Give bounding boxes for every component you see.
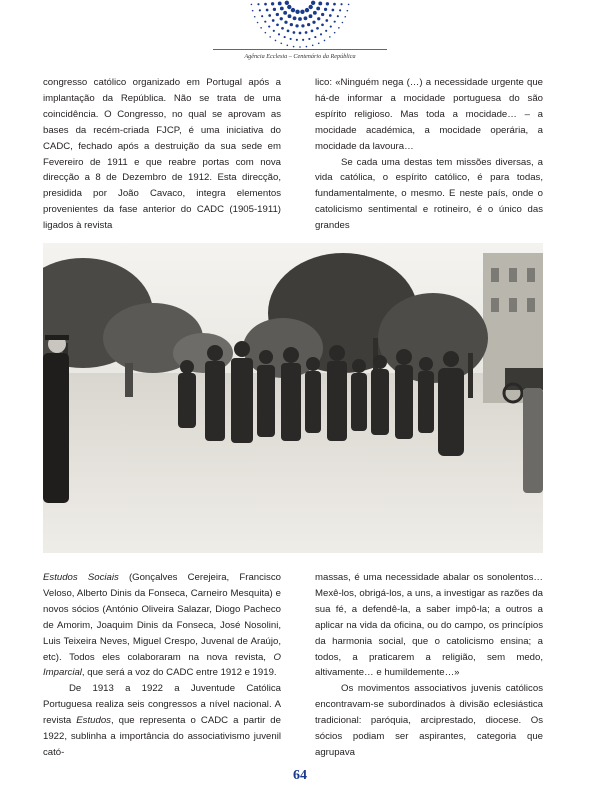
page-number: 64 bbox=[293, 768, 307, 783]
journal-title: Estudos Sociais bbox=[43, 572, 119, 583]
paragraph: Os movimentos associativos juvenis católicos encontravam-se subordinados à divisão eclesiástica tradicional: paróquia, arciprestado, diocese. Os sócios podiam ser aspirantes, categoria que agrupava bbox=[315, 683, 543, 758]
text-column-bottom-right bbox=[315, 570, 543, 761]
journal-title: O Imparcial bbox=[43, 651, 281, 679]
text-column-bottom-left bbox=[43, 570, 281, 761]
journal-title: Estudos bbox=[76, 715, 111, 727]
paragraph: Se cada uma destas tem missões diversas, a vida católica, o espírito católico, é para todas, fundamentalmente, o mesmo. E neste país, onde o catolicismo sentimental e rotineiro, é o único das grandes bbox=[315, 156, 543, 232]
header-rule bbox=[213, 49, 387, 50]
text-column-top-left bbox=[43, 75, 281, 234]
paragraph: congresso católico organizado em Portugal após a implantação da República. Não se trata de uma coincidência. O Congresso, no qual se aprovam as bases da recém-criada FJCP, é uma iniciativa do CADC, fechado após a destruição da sua sede em Fevereiro de 1911 e que reabre portas com nova direcção a 8 de Dezembro de 1912. Esta direcção, presidida por João Cavaco, integra elementos provenientes da fase anterior do CADC (1905-1911) ligados à revista bbox=[43, 77, 281, 232]
running-header: Agência Ecclesia – Centenário da República bbox=[244, 53, 356, 60]
paragraph: Estudos Sociais (Gonçalves Cerejeira, Francisco Veloso, Alberto Dinis da Fonseca, Carneiro Mesquita) e novos sócios (António Oliveira Salazar, Diogo Pacheco de Amorim, Joaquim Dinis da Fonseca, José Nosolini, Luis Teixeira Neves, Miguel Crespo, Juvenal de Araújo, etc). Todos eles colaboraram na nova revista, O Imparcial, que será a voz do CADC entre 1912 e 1919. bbox=[43, 572, 281, 679]
paragraph: De 1913 a 1922 a Juventude Católica Portuguesa realiza seis congressos a nível nacional. A revista Estudos, que representa o CADC a partir de 1922, sublinha a importância do associativismo juvenil cató- bbox=[43, 683, 281, 758]
historic-photograph bbox=[43, 243, 543, 553]
text-column-top-right bbox=[315, 75, 543, 234]
ecclesia-logo bbox=[248, 0, 352, 48]
paragraph: massas, é uma necessidade abalar os sonolentos… Mexê-los, obrigá-los, a uns, a investigar as razões da sua fé, a defendê-la, a saber impô-la; a outros a aplicar na vida da oficina, ou do campo, os princípios da harmonia social, que o catolicismo ensina; a todos, a praticarem a religião, sem medo, altivamente… e humildemente…» bbox=[315, 572, 543, 679]
paragraph: lico: «Ninguém nega (…) a necessidade urgente que há-de informar a mocidade portuguesa do são espírito religioso. Mas toda a mocidade… – a mocidade académica, a mocidade operária, a mocidade da lavoura… bbox=[315, 77, 543, 152]
